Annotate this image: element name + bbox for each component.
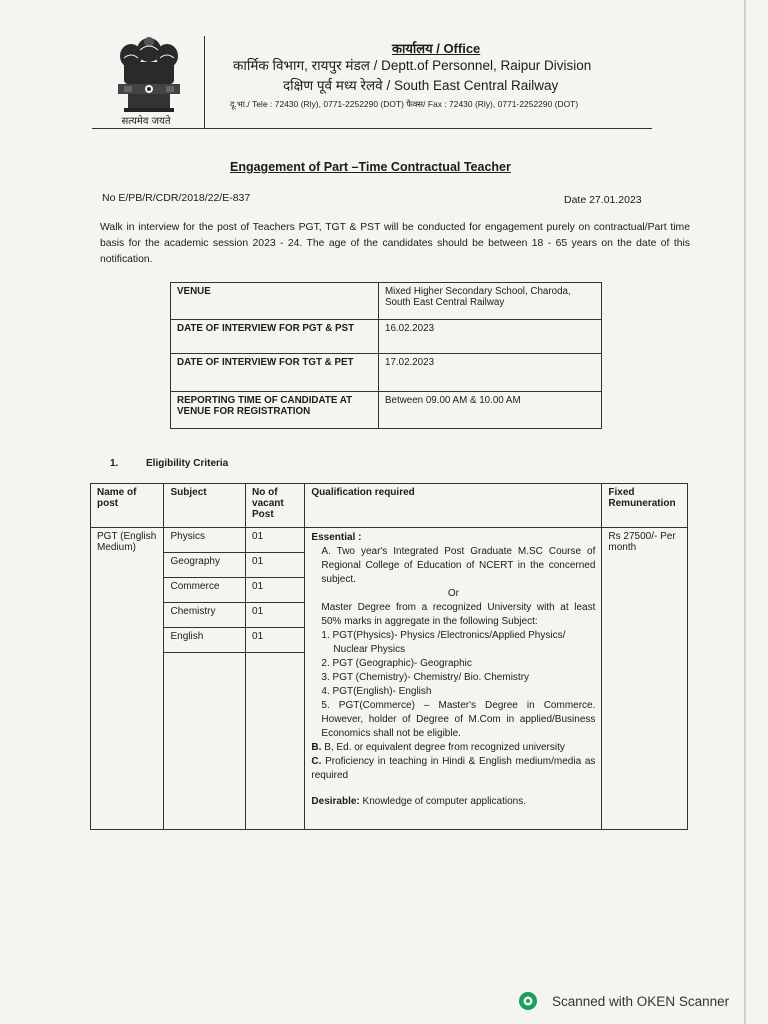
venue-table bbox=[170, 282, 602, 429]
header-qualification: Qualification required bbox=[305, 484, 602, 528]
remuneration-cell: Rs 27500/- Per month bbox=[602, 528, 688, 830]
intro-paragraph: Walk in interview for the post of Teachers PGT, TGT & PST will be conducted for engagement purely on contractual/Part time basis for the academic session 2023 - 24. The age of the candidates should be between 18 - 65 years on the date of this notification. bbox=[100, 222, 690, 265]
table-row bbox=[91, 528, 688, 553]
section-heading bbox=[110, 458, 228, 469]
venue-label: VENUE bbox=[171, 283, 379, 320]
subject-list-item: 3. PGT (Chemistry)- Chemistry/ Bio. Chemistry bbox=[321, 672, 530, 683]
scanner-logo-icon bbox=[518, 991, 538, 1011]
vacancy-cell: 01 bbox=[246, 603, 305, 628]
header-post: Name of post bbox=[91, 484, 164, 528]
department-line: कार्मिक विभाग, रायपुर मंडल / Deptt.of Personnel, Raipur Division bbox=[233, 58, 592, 73]
contact-line: दू.भा./ Tele : 72430 (Rly), 0771-2252290 (DOT) फैक्स/ Fax : 72430 (Rly), 0771-2252290 (DOT) bbox=[230, 99, 579, 109]
subject-cell: Chemistry bbox=[164, 603, 246, 628]
scanner-watermark bbox=[518, 991, 729, 1011]
subject-list-item: 5. PGT(Commerce) – Master's Degree in Commerce. However, holder of Degree of M.Com in applied/Business Economics shall not be eligible. bbox=[321, 700, 596, 739]
desirable-line: Desirable: Knowledge of computer applications. bbox=[311, 796, 526, 807]
header-vacancies: No of vacant Post bbox=[246, 484, 305, 528]
vacancy-cell-empty bbox=[246, 653, 305, 830]
venue-value: Mixed Higher Secondary School, Charoda, South East Central Railway bbox=[379, 283, 602, 320]
subject-list-item: 1. PGT(Physics)- Physics /Electronics/Applied Physics/ bbox=[321, 630, 566, 641]
master-degree-text: Master Degree from a recognized University with at least 50% marks in aggregate in the following Subject: bbox=[321, 602, 596, 627]
tgt-interview-date: 17.02.2023 bbox=[379, 354, 602, 392]
notice-date: Date 27.01.2023 bbox=[564, 194, 642, 206]
section-number: 1. bbox=[110, 458, 119, 469]
subject-list-item: Nuclear Physics bbox=[333, 644, 406, 655]
subject-cell: Physics bbox=[164, 528, 246, 553]
qualification-b: B. B, Ed. or equivalent degree from recognized university bbox=[311, 742, 565, 753]
table-row bbox=[171, 354, 602, 392]
qualification-a: A. Two year's Integrated Post Graduate M.SC Course of Regional College of Education of NCERT in the concerned subject. bbox=[321, 546, 596, 585]
vacancy-cell: 01 bbox=[246, 553, 305, 578]
subject-cell: Commerce bbox=[164, 578, 246, 603]
subject-cell: Geography bbox=[164, 553, 246, 578]
reference-number: No E/PB/R/CDR/2018/22/E-837 bbox=[102, 192, 251, 204]
subject-cell: English bbox=[164, 628, 246, 653]
tgt-interview-label: DATE OF INTERVIEW FOR TGT & PET bbox=[171, 354, 379, 392]
table-header-row bbox=[91, 484, 688, 528]
header-subject: Subject bbox=[164, 484, 246, 528]
scanner-text: Scanned with OKEN Scanner bbox=[552, 993, 730, 1009]
table-row bbox=[171, 320, 602, 354]
subject-list-item: 2. PGT (Geographic)- Geographic bbox=[321, 658, 472, 669]
scan-edge-line bbox=[744, 0, 746, 1024]
vacancy-cell: 01 bbox=[246, 628, 305, 653]
pgt-interview-date: 16.02.2023 bbox=[379, 320, 602, 354]
notice-title: Engagement of Part –Time Contractual Teacher bbox=[230, 160, 511, 174]
reporting-time-label: REPORTING TIME OF CANDIDATE AT VENUE FOR REGISTRATION bbox=[171, 392, 379, 429]
table-row bbox=[171, 392, 602, 429]
qualification-or: Or bbox=[447, 588, 459, 599]
essential-label: Essential : bbox=[311, 532, 362, 543]
office-title: कार्यालय / Office bbox=[392, 41, 481, 56]
subject-list-item: 4. PGT(English)- English bbox=[321, 686, 432, 697]
header-rule bbox=[92, 128, 652, 129]
post-cell: PGT (English Medium) bbox=[91, 528, 164, 830]
qualification-c: C. Proficiency in teaching in Hindi & English medium/media as required bbox=[311, 756, 596, 781]
subject-cell-empty bbox=[164, 653, 246, 830]
table-row bbox=[171, 283, 602, 320]
vacancy-cell: 01 bbox=[246, 528, 305, 553]
vacancy-cell: 01 bbox=[246, 578, 305, 603]
section-title: Eligibility Criteria bbox=[146, 458, 229, 469]
emblem-motto: सत्यमेव जयते bbox=[121, 116, 171, 127]
eligibility-table bbox=[90, 483, 688, 830]
reporting-time-value: Between 09.00 AM & 10.00 AM bbox=[379, 392, 602, 429]
qualification-cell bbox=[305, 528, 602, 830]
header-divider bbox=[204, 36, 205, 128]
header-remuneration: Fixed Remuneration bbox=[602, 484, 688, 528]
railway-line: दक्षिण पूर्व मध्य रेलवे / South East Central Railway bbox=[283, 78, 559, 93]
pgt-interview-label: DATE OF INTERVIEW FOR PGT & PST bbox=[171, 320, 379, 354]
